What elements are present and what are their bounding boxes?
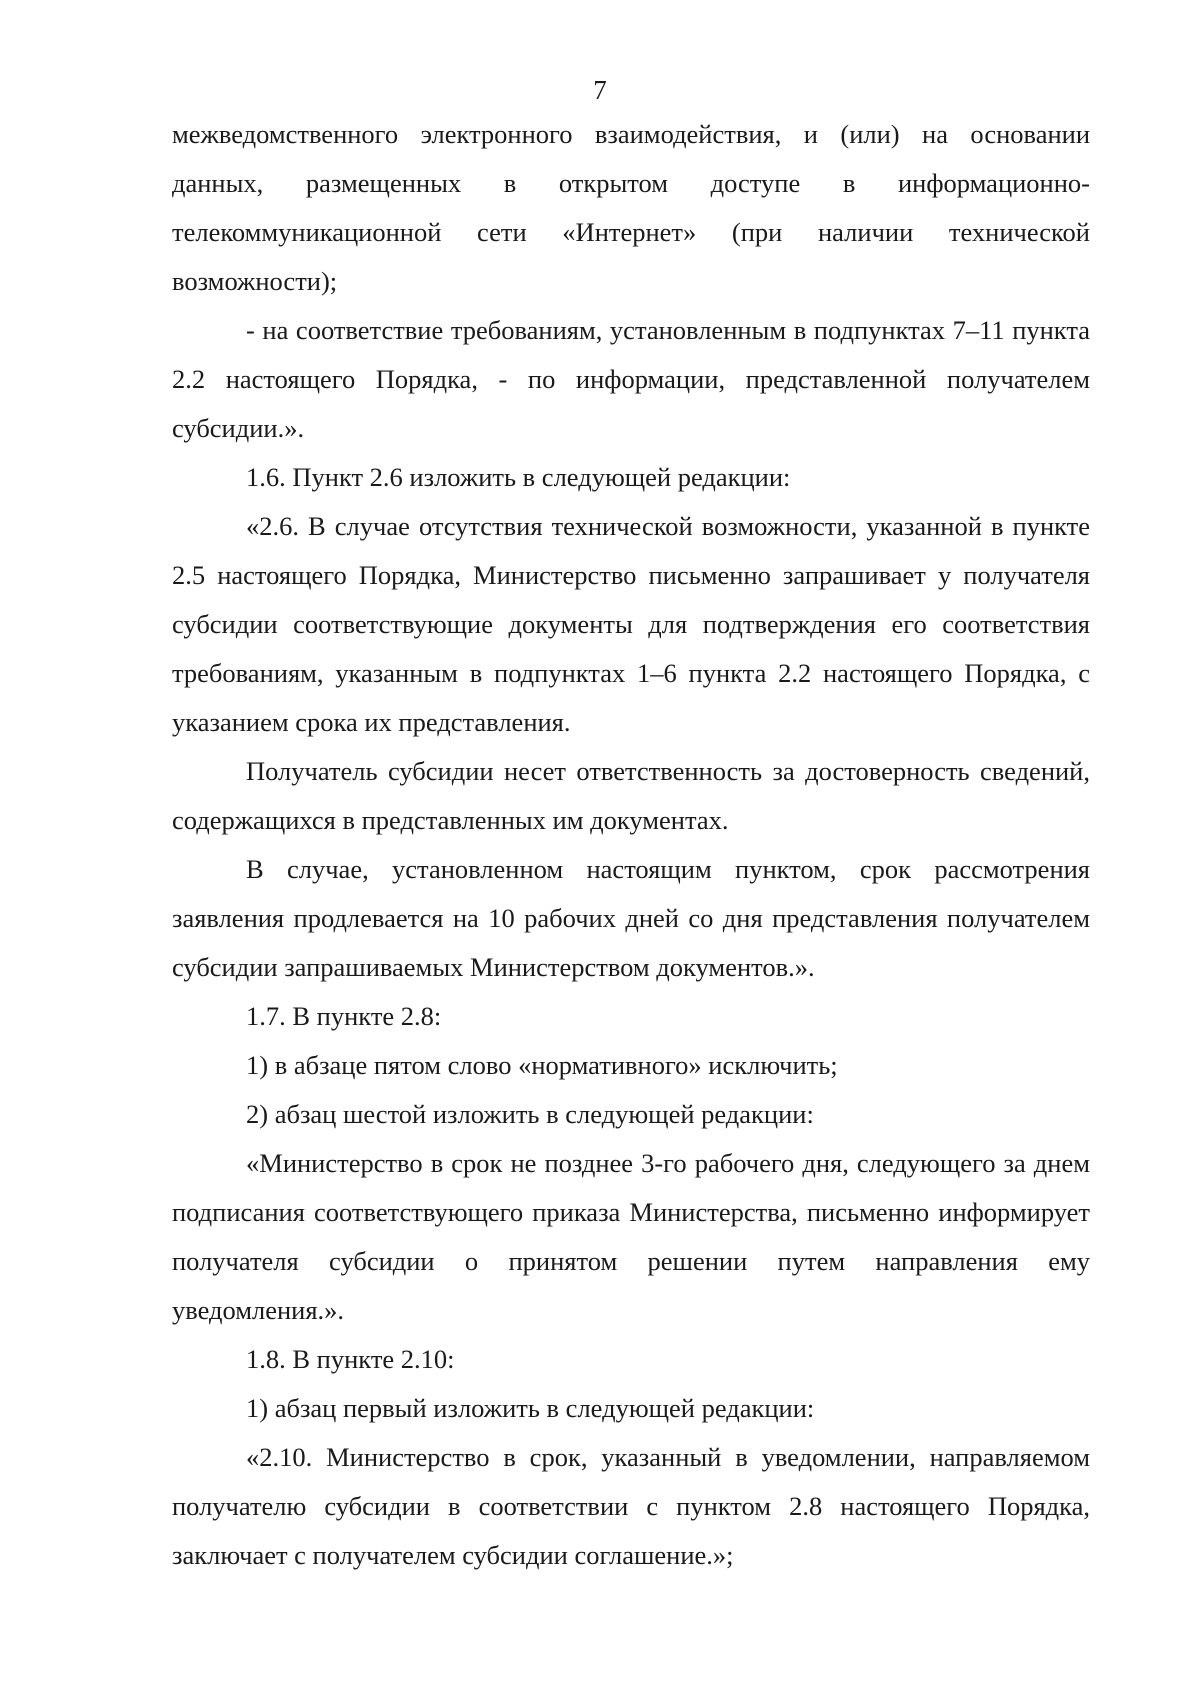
paragraph-12: 1) абзац первый изложить в следующей редакции: [246, 1393, 815, 1423]
paragraph-10: «Министерство в срок не позднее 3-го рабочего дня, следующего за днем подписания соответствующего приказа Министерства, письменно информирует получателя субсидии о принятом решении путем направления ему уведомления.». [172, 1148, 1090, 1325]
paragraph-8: 1) в абзаце пятом слово «нормативного» исключить; [246, 1050, 838, 1080]
paragraph-2: - на соответствие требованиям, установленным в подпунктах 7–11 пункта 2.2 настоящего Порядка, - по информации, представленной получателем субсидии.». [172, 315, 1090, 443]
paragraph-13: «2.10. Министерство в срок, указанный в уведомлении, направляемом получателю субсидии в соответствии с пунктом 2.8 настоящего Порядка, заключает с получателем субсидии соглашение.»; [172, 1442, 1090, 1570]
paragraph-5: Получатель субсидии несет ответственность за достоверность сведений, содержащихся в представленных им документах. [172, 756, 1090, 835]
paragraph-1: межведомственного электронного взаимодействия, и (или) на основании данных, размещенных в открытом доступе в информационно-телекоммуникационной сети «Интернет» (при наличии технической возможности); [172, 119, 1090, 296]
paragraph-7: 1.7. В пункте 2.8: [246, 1001, 442, 1031]
paragraph-9: 2) абзац шестой изложить в следующей редакции: [246, 1099, 814, 1129]
document-body [172, 110, 1090, 1580]
paragraph-4: «2.6. В случае отсутствия технической возможности, указанной в пункте 2.5 настоящего Порядка, Министерство письменно запрашивает у получателя субсидии соответствующие документы для подтверждения его соответствия требованиям, указанным в подпунктах 1–6 пункта 2.2 настоящего Порядка, с указанием срока их представления. [172, 511, 1090, 737]
page-number: 7 [593, 75, 607, 105]
paragraph-11: 1.8. В пункте 2.10: [246, 1344, 455, 1374]
paragraph-3: 1.6. Пункт 2.6 изложить в следующей редакции: [246, 462, 791, 492]
paragraph-6: В случае, установленном настоящим пунктом, срок рассмотрения заявления продлевается на 10 рабочих дней со дня представления получателем субсидии запрашиваемых Министерством документов.». [172, 854, 1090, 982]
